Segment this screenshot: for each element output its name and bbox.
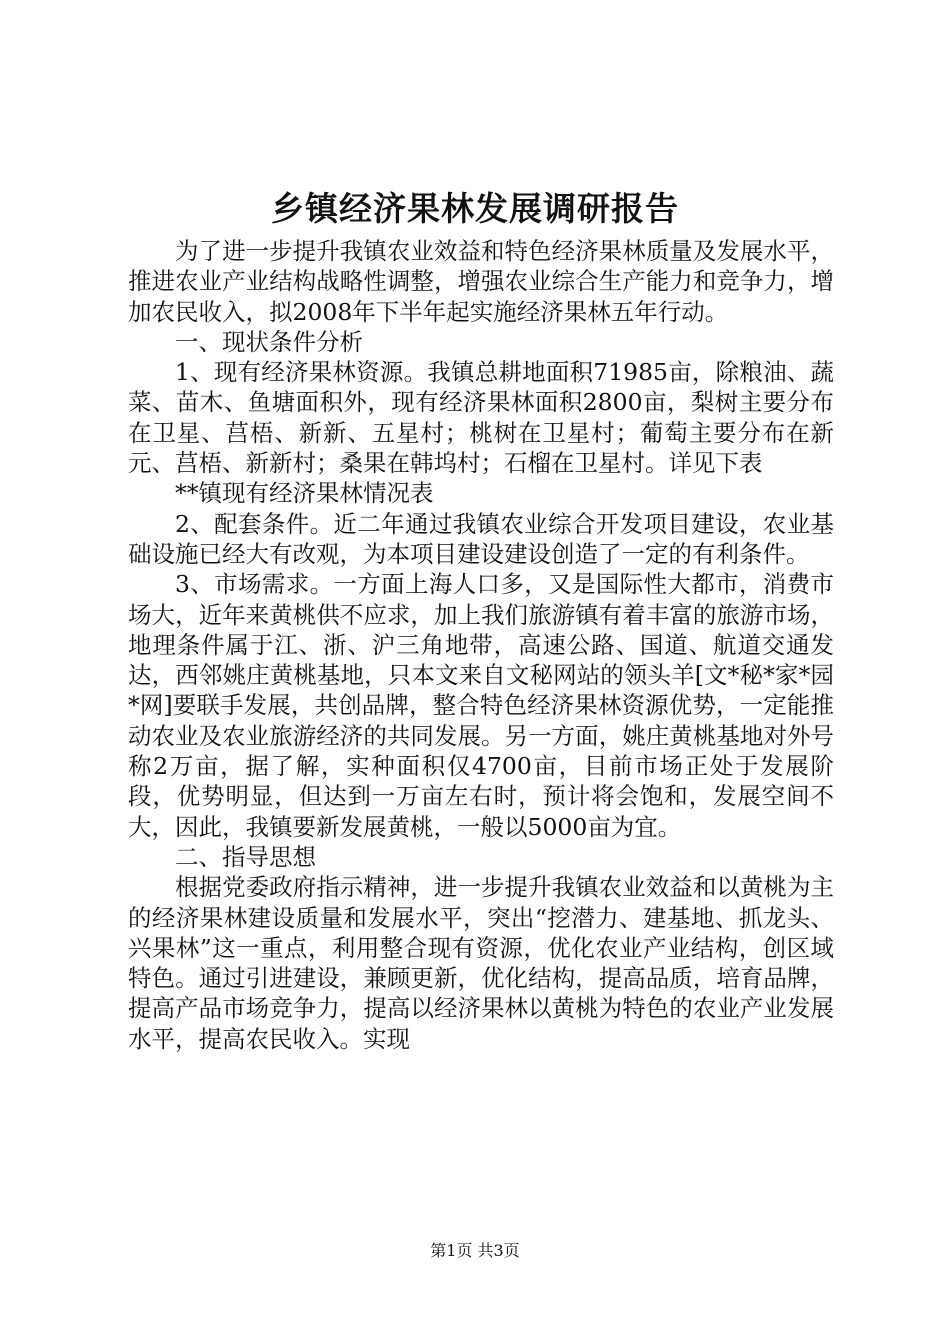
document-body bbox=[128, 236, 834, 1054]
paragraph-intro: 为了进一步提升我镇农业效益和特色经济果林质量及发展水平，推进农业产业结构战略性调整，增强农业综合生产能力和竞争力，增加农民收入，拟2008年下半年起实施经济果林五年行动。 bbox=[128, 237, 834, 326]
section-heading-guidance: 二、指导思想 bbox=[175, 842, 316, 871]
paragraph-conditions: 2、配套条件。近二年通过我镇农业综合开发项目建设，农业基础设施已经大有改观，为本项目建设建设创造了一定的有利条件。 bbox=[128, 509, 834, 568]
document-title: 乡镇经济果林发展调研报告 bbox=[271, 189, 679, 228]
paragraph-resources: 1、现有经济果林资源。我镇总耕地面积71985亩，除粮油、蔬菜、苗木、鱼塘面积外，现有经济果林面积2800亩，梨树主要分布在卫星、莒梧、新新、五星村；桃树在卫星村；葡萄主要分布在新元、莒梧、新新村；桑果在韩坞村；石榴在卫星村。详见下表 bbox=[128, 358, 834, 478]
page-number: 第1页 共3页 bbox=[430, 1241, 520, 1260]
section-heading-status: 一、现状条件分析 bbox=[175, 327, 363, 356]
table-caption: **镇现有经济果林情况表 bbox=[175, 479, 434, 508]
paragraph-guidance: 根据党委政府指示精神，进一步提升我镇农业效益和以黄桃为主的经济果林建设质量和发展水平，突出“挖潜力、建基地、抓龙头、兴果林”这一重点，利用整合现有资源，优化农业产业结构，创区域特色。通过引进建设，兼顾更新，优化结构，提高品质，培育品牌，提高产品市场竞争力，提高以经济果林以黄桃为特色的农业产业发展水平，提高农民收入。实现 bbox=[128, 873, 834, 1053]
paragraph-market: 3、市场需求。一方面上海人口多，又是国际性大都市，消费市场大，近年来黄桃供不应求，加上我们旅游镇有着丰富的旅游市场，地理条件属于江、浙、沪三角地带，高速公路、国道、航道交通发达，西邻姚庄黄桃基地，只本文来自文秘网站的领头羊[文*秘*家*园*网]要联手发展，共创品牌，整合特色经济果林资源优势，一定能推动农业及农业旅游经济的共同发展。另一方面，姚庄黄桃基地对外号称2万亩，据了解，实种面积仅4700亩，目前市场正处于发展阶段，优势明显，但达到一万亩左右时，预计将会饱和，发展空间不大，因此，我镇要新发展黄桃，一般以5000亩为宜。 bbox=[128, 570, 834, 841]
